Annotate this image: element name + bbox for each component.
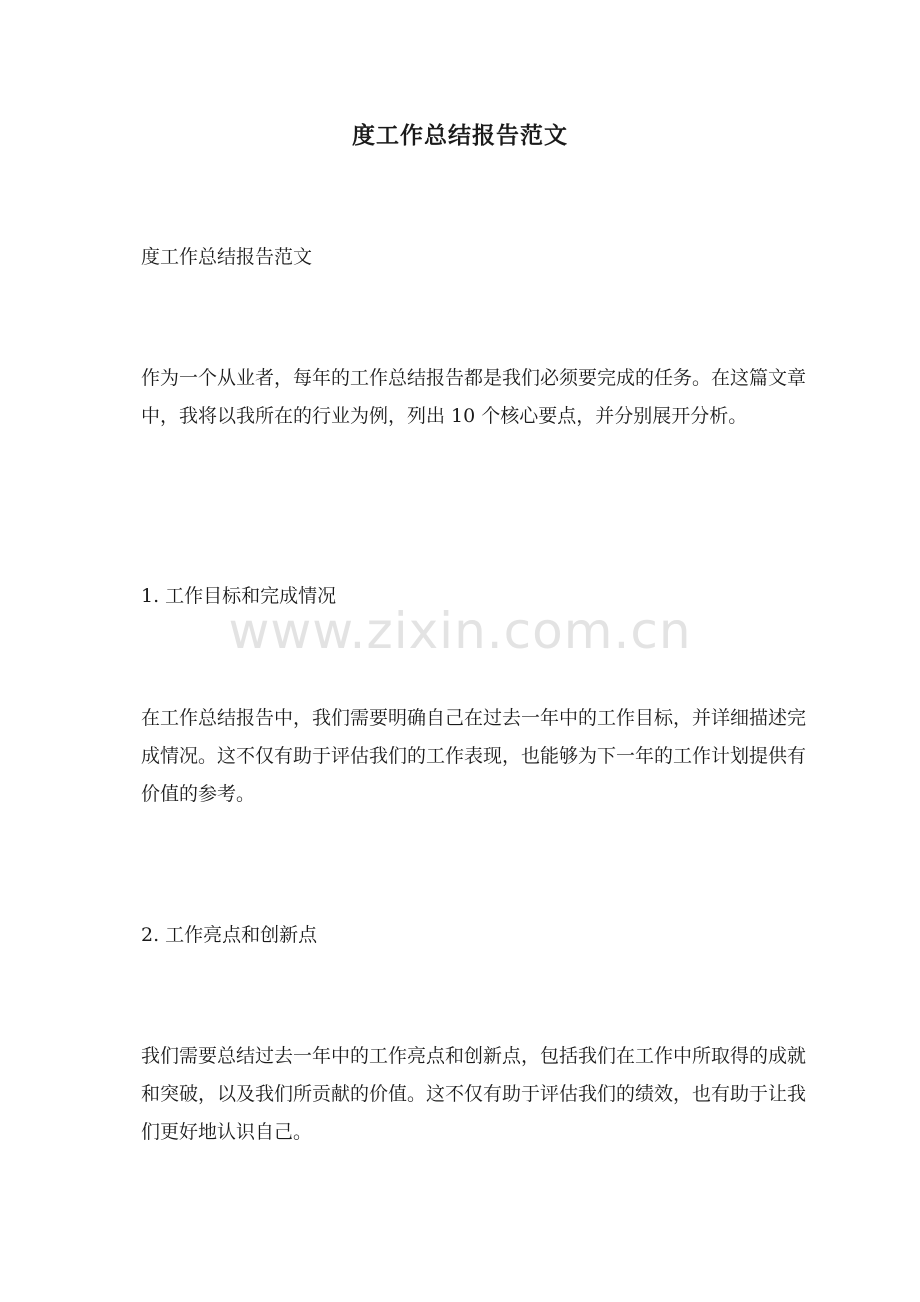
watermark: www.zixin.com.cn xyxy=(228,602,692,660)
document-subtitle: 度工作总结报告范文 xyxy=(141,246,313,268)
section-heading-2: 2. 工作亮点和创新点 xyxy=(141,924,318,946)
intro-paragraph: 作为一个从业者，每年的工作总结报告都是我们必须要完成的任务。在这篇文章中，我将以我所在的行业为例，列出 10 个核心要点，并分别展开分析。 xyxy=(141,367,807,427)
section-heading-1: 1. 工作目标和完成情况 xyxy=(141,585,337,607)
section-body-2: 我们需要总结过去一年中的工作亮点和创新点，包括我们在工作中所取得的成就和突破，以及我们所贡献的价值。这不仅有助于评估我们的绩效，也有助于让我们更好地认识自己。 xyxy=(141,1045,807,1143)
section-body-1: 在工作总结报告中，我们需要明确自己在过去一年中的工作目标，并详细描述完成情况。这不仅有助于评估我们的工作表现，也能够为下一年的工作计划提供有价值的参考。 xyxy=(141,707,807,805)
document-title: 度工作总结报告范文 xyxy=(352,122,568,149)
